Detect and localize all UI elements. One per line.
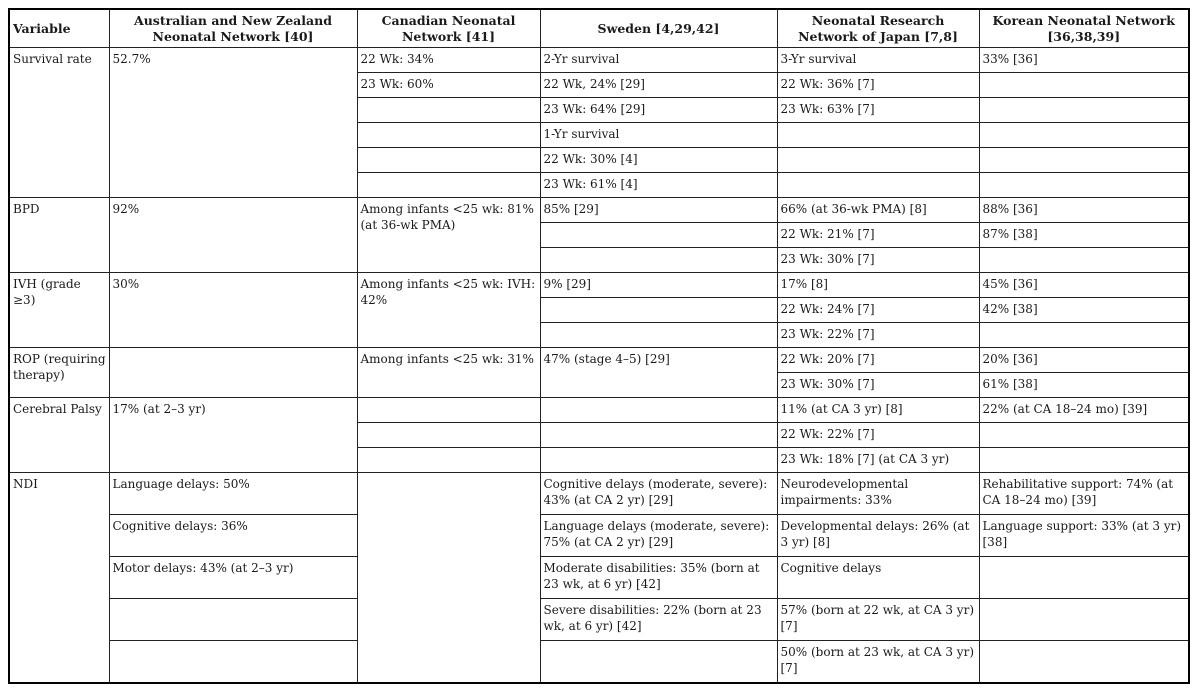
cell-sweden: 85% [29] bbox=[540, 198, 777, 223]
cell-japan: 22 Wk: 24% [7] bbox=[777, 298, 979, 323]
cell-sweden bbox=[540, 398, 777, 423]
table-row bbox=[9, 599, 1189, 641]
cell-anz: Cognitive delays: 36% bbox=[109, 515, 357, 557]
cell-canada bbox=[357, 148, 540, 173]
header-korea: Korean Neonatal Network [36,38,39] bbox=[979, 9, 1189, 48]
cell-japan bbox=[777, 173, 979, 198]
cell-anz: Motor delays: 43% (at 2–3 yr) bbox=[109, 557, 357, 599]
cell-korea bbox=[979, 557, 1189, 599]
cell-sweden: 23 Wk: 61% [4] bbox=[540, 173, 777, 198]
cell-sweden: 47% (stage 4–5) [29] bbox=[540, 348, 777, 398]
cell-korea bbox=[979, 323, 1189, 348]
table-row bbox=[9, 48, 1189, 73]
cell-korea bbox=[979, 98, 1189, 123]
header-anz: Australian and New Zealand Neonatal Network [40] bbox=[109, 9, 357, 48]
table-row bbox=[9, 473, 1189, 515]
cell-korea bbox=[979, 599, 1189, 641]
variable-cerebral-palsy: Cerebral Palsy bbox=[9, 398, 109, 473]
cell-sweden bbox=[540, 298, 777, 323]
cell-sweden bbox=[540, 423, 777, 448]
cell-anz: 92% bbox=[109, 198, 357, 273]
cell-canada bbox=[357, 473, 540, 683]
cell-japan: 23 Wk: 18% [7] (at CA 3 yr) bbox=[777, 448, 979, 473]
cell-korea bbox=[979, 148, 1189, 173]
cell-sweden: 22 Wk, 24% [29] bbox=[540, 73, 777, 98]
cell-sweden: 22 Wk: 30% [4] bbox=[540, 148, 777, 173]
cell-korea bbox=[979, 123, 1189, 148]
cell-korea: 61% [38] bbox=[979, 373, 1189, 398]
cell-canada: Among infants <25 wk: 31% bbox=[357, 348, 540, 398]
cell-japan: 57% (born at 22 wk, at CA 3 yr) [7] bbox=[777, 599, 979, 641]
cell-japan: 66% (at 36-wk PMA) [8] bbox=[777, 198, 979, 223]
variable-bpd: BPD bbox=[9, 198, 109, 273]
cell-korea: 20% [36] bbox=[979, 348, 1189, 373]
cell-korea: 22% (at CA 18–24 mo) [39] bbox=[979, 398, 1189, 423]
cell-canada bbox=[357, 398, 540, 423]
cell-japan: 23 Wk: 22% [7] bbox=[777, 323, 979, 348]
cell-canada: Among infants <25 wk: 81% (at 36-wk PMA) bbox=[357, 198, 540, 273]
cell-sweden bbox=[540, 641, 777, 683]
cell-sweden: 23 Wk: 64% [29] bbox=[540, 98, 777, 123]
cell-sweden bbox=[540, 448, 777, 473]
cell-korea: Language support: 33% (at 3 yr) [38] bbox=[979, 515, 1189, 557]
cell-anz bbox=[109, 641, 357, 683]
cell-japan: 23 Wk: 30% [7] bbox=[777, 248, 979, 273]
cell-anz: 52.7% bbox=[109, 48, 357, 198]
table-row bbox=[9, 198, 1189, 223]
header-canada: Canadian Neonatal Network [41] bbox=[357, 9, 540, 48]
cell-korea bbox=[979, 173, 1189, 198]
cell-korea: 42% [38] bbox=[979, 298, 1189, 323]
cell-korea bbox=[979, 641, 1189, 683]
table-row bbox=[9, 273, 1189, 298]
cell-canada bbox=[357, 423, 540, 448]
cell-sweden: 1-Yr survival bbox=[540, 123, 777, 148]
variable-rop: ROP (requiring therapy) bbox=[9, 348, 109, 398]
cell-japan: 3-Yr survival bbox=[777, 48, 979, 73]
table-row bbox=[9, 641, 1189, 683]
cell-japan bbox=[777, 148, 979, 173]
outcomes-comparison-table bbox=[8, 8, 1190, 684]
cell-sweden bbox=[540, 223, 777, 248]
table-row bbox=[9, 557, 1189, 599]
cell-korea bbox=[979, 248, 1189, 273]
cell-japan: 22 Wk: 36% [7] bbox=[777, 73, 979, 98]
cell-japan: 22 Wk: 21% [7] bbox=[777, 223, 979, 248]
table-row bbox=[9, 348, 1189, 373]
cell-canada bbox=[357, 448, 540, 473]
table-row bbox=[9, 515, 1189, 557]
cell-japan: 22 Wk: 20% [7] bbox=[777, 348, 979, 373]
cell-korea bbox=[979, 423, 1189, 448]
cell-anz: 30% bbox=[109, 273, 357, 348]
cell-canada bbox=[357, 173, 540, 198]
cell-canada: 23 Wk: 60% bbox=[357, 73, 540, 98]
cell-sweden: 2-Yr survival bbox=[540, 48, 777, 73]
cell-japan: Cognitive delays bbox=[777, 557, 979, 599]
cell-japan: 17% [8] bbox=[777, 273, 979, 298]
cell-japan: 23 Wk: 63% [7] bbox=[777, 98, 979, 123]
variable-ivh: IVH (grade ≥3) bbox=[9, 273, 109, 348]
table-row bbox=[9, 398, 1189, 423]
cell-korea: 88% [36] bbox=[979, 198, 1189, 223]
cell-japan: 11% (at CA 3 yr) [8] bbox=[777, 398, 979, 423]
cell-japan: Developmental delays: 26% (at 3 yr) [8] bbox=[777, 515, 979, 557]
cell-sweden: Severe disabilities: 22% (born at 23 wk, at 6 yr) [42] bbox=[540, 599, 777, 641]
cell-korea bbox=[979, 448, 1189, 473]
cell-canada bbox=[357, 98, 540, 123]
variable-ndi: NDI bbox=[9, 473, 109, 683]
header-sweden: Sweden [4,29,42] bbox=[540, 9, 777, 48]
cell-sweden bbox=[540, 248, 777, 273]
cell-korea: 33% [36] bbox=[979, 48, 1189, 73]
cell-anz: Language delays: 50% bbox=[109, 473, 357, 515]
header-variable: Variable bbox=[9, 9, 109, 48]
cell-sweden: Cognitive delays (moderate, severe): 43% (at CA 2 yr) [29] bbox=[540, 473, 777, 515]
cell-anz: 17% (at 2–3 yr) bbox=[109, 398, 357, 473]
cell-korea bbox=[979, 73, 1189, 98]
cell-canada: 22 Wk: 34% bbox=[357, 48, 540, 73]
table-header-row bbox=[9, 9, 1189, 48]
cell-korea: 45% [36] bbox=[979, 273, 1189, 298]
cell-sweden: Language delays (moderate, severe): 75% (at CA 2 yr) [29] bbox=[540, 515, 777, 557]
cell-sweden: 9% [29] bbox=[540, 273, 777, 298]
cell-sweden bbox=[540, 323, 777, 348]
cell-anz bbox=[109, 599, 357, 641]
cell-canada: Among infants <25 wk: IVH: 42% bbox=[357, 273, 540, 348]
cell-korea: Rehabilitative support: 74% (at CA 18–24 mo) [39] bbox=[979, 473, 1189, 515]
cell-anz bbox=[109, 348, 357, 398]
cell-sweden: Moderate disabilities: 35% (born at 23 wk, at 6 yr) [42] bbox=[540, 557, 777, 599]
cell-korea: 87% [38] bbox=[979, 223, 1189, 248]
cell-japan bbox=[777, 123, 979, 148]
cell-japan: 23 Wk: 30% [7] bbox=[777, 373, 979, 398]
variable-survival: Survival rate bbox=[9, 48, 109, 198]
cell-japan: Neurodevelopmental impairments: 33% bbox=[777, 473, 979, 515]
cell-japan: 22 Wk: 22% [7] bbox=[777, 423, 979, 448]
header-japan: Neonatal Research Network of Japan [7,8] bbox=[777, 9, 979, 48]
cell-canada bbox=[357, 123, 540, 148]
cell-japan: 50% (born at 23 wk, at CA 3 yr) [7] bbox=[777, 641, 979, 683]
